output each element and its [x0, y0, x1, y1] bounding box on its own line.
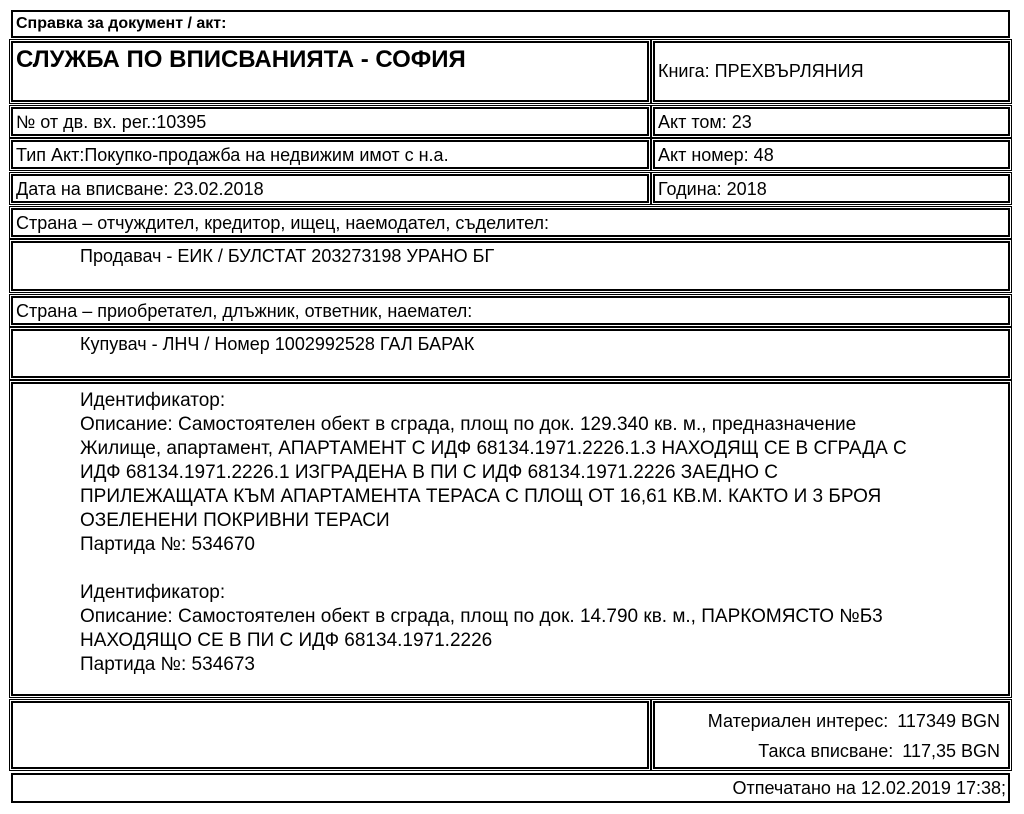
document-title: Справка за документ / акт:: [16, 15, 227, 32]
book-label: Книга: ПРЕХВЪРЛЯНИЯ: [658, 61, 864, 81]
property-description-line: НАХОДЯЩО СЕ В ПИ С ИДФ 68134.1971.2226: [80, 630, 493, 651]
entry-fee: [758, 741, 1000, 762]
entry-fee-value: 117,35 BGN: [902, 741, 1000, 761]
printed-timestamp: Отпечатано на 12.02.2019 17:38;: [732, 778, 1006, 798]
party-to-label: Страна – приобретател, длъжник, ответник, наемател:: [16, 301, 473, 321]
reg-no-cell: [11, 107, 649, 136]
properties-list: [80, 389, 1008, 677]
act-type: Тип Акт:Покупко-продажба на недвижим имот с н.а.: [16, 145, 449, 165]
act-type-cell: [11, 140, 649, 169]
property-description-line: ОЗЕЛЕНЕНИ ПОКРИВНИ ТЕРАСИ: [80, 510, 390, 531]
office-cell: [11, 41, 649, 102]
property-entry: [80, 389, 1008, 557]
property-description-line: Описание: Самостоятелен обект в сграда, площ по док. 14.790 кв. м., ПАРКОМЯСТО №Б3: [80, 606, 883, 627]
property-description-line: ПРИЛЕЖАЩАТА КЪМ АПАРТАМЕНТА ТЕРАСА С ПЛОЩ ОТ 16,61 КВ.М. КАКТО И 3 БРОЯ: [80, 486, 882, 507]
document-header: [11, 10, 1010, 38]
entry-date-cell: [11, 174, 649, 203]
property-entry: [80, 581, 1008, 677]
book-cell: [653, 41, 1010, 102]
party-from-label-cell: [11, 208, 1010, 237]
fees-empty-cell: [11, 701, 649, 769]
act-volume-cell: [653, 107, 1010, 136]
party-to-value: Купувач - ЛНЧ / Номер 1002992528 ГАЛ БАРАК: [80, 334, 475, 354]
material-interest: [708, 711, 1000, 732]
entry-date: Дата на вписване: 23.02.2018: [16, 179, 264, 199]
party-from-label: Страна – отчуждител, кредитор, ищец, наемодател, съделител:: [16, 213, 550, 233]
entry-fee-label: Такса вписване:: [758, 741, 894, 761]
party-to-label-cell: [11, 296, 1010, 325]
party-from-value-cell: [11, 241, 1010, 291]
party-from-value: Продавач - ЕИК / БУЛСТАТ 203273198 УРАНО БГ: [80, 246, 495, 266]
reg-no: № от дв. вх. рег.:10395: [16, 112, 207, 132]
property-identifier: Идентификатор:: [80, 390, 226, 411]
act-number-cell: [653, 140, 1010, 169]
property-lot: Партида №: 534670: [80, 534, 255, 555]
year: Година: 2018: [658, 179, 767, 199]
fees-cell: [653, 701, 1010, 769]
property-description-line: Жилище, апартамент, АПАРТАМЕНТ С ИДФ 68134.1971.2226.1.3 НАХОДЯЩ СЕ В СГРАДА С: [80, 438, 907, 459]
material-interest-label: Материален интерес:: [707, 711, 889, 731]
property-description-line: Описание: Самостоятелен обект в сграда, площ по док. 129.340 кв. м., предназначение: [80, 414, 857, 435]
act-number: Акт номер: 48: [658, 145, 774, 165]
property-identifier: Идентификатор:: [80, 582, 226, 603]
property-lot: Партида №: 534673: [80, 654, 255, 675]
act-volume: Акт том: 23: [658, 112, 752, 132]
office-name: СЛУЖБА ПО ВПИСВАНИЯТА - СОФИЯ: [16, 46, 466, 73]
printed-footer: [11, 773, 1010, 803]
properties-cell: [11, 382, 1010, 696]
property-description-line: ИДФ 68134.1971.2226.1 ИЗГРАДЕНА В ПИ С ИДФ 68134.1971.2226 ЗАЕДНО С: [80, 462, 778, 483]
material-interest-value: 117349 BGN: [897, 711, 1000, 731]
party-to-value-cell: [11, 329, 1010, 378]
year-cell: [653, 174, 1010, 203]
